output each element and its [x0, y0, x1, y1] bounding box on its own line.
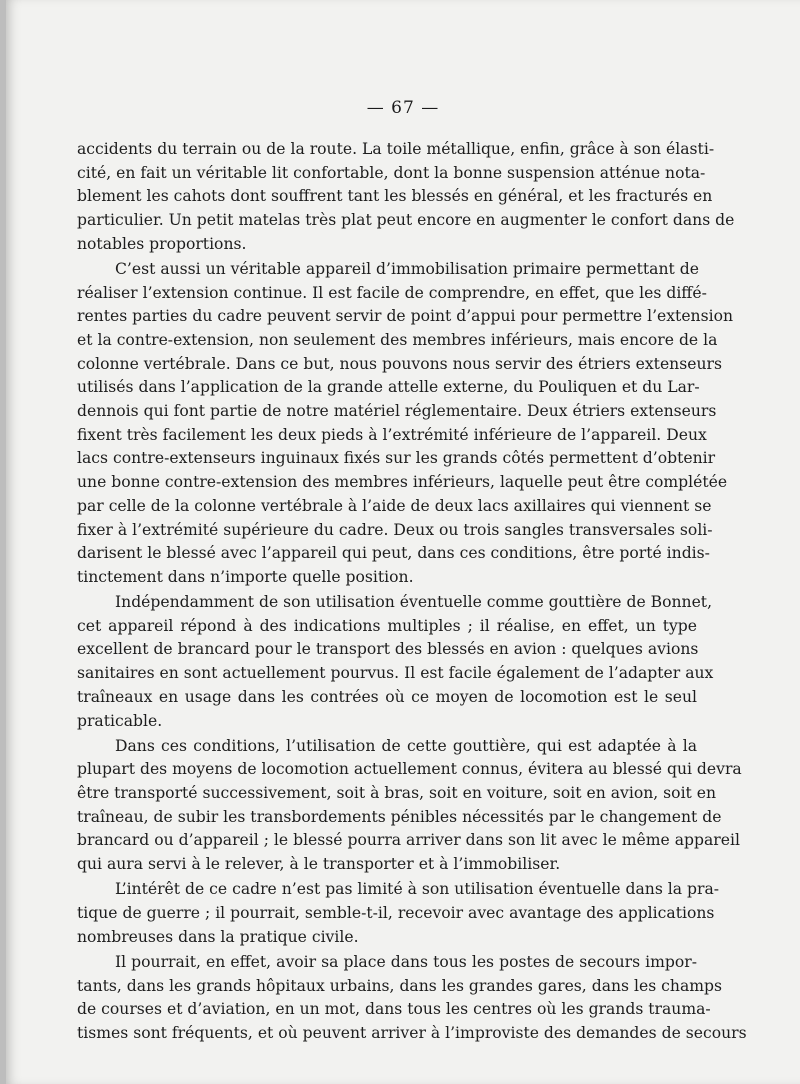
paragraph — [77, 735, 742, 877]
text-line: dennois qui font partie de notre matériel réglementaire. Deux étriers extenseurs — [77, 402, 717, 421]
paragraph — [77, 138, 735, 256]
text-line: Dans ces conditions, l’utilisation de cette gouttière, qui est adaptée à la — [115, 736, 697, 755]
text-line: cité, en fait un véritable lit confortable, dont la bonne suspension atténue nota- — [77, 163, 706, 182]
page-body-text — [77, 138, 747, 1047]
text-line: blement les cahots dont souffrent tant les blessés en général, et les fracturés en — [77, 187, 713, 206]
text-line: excellent de brancard pour le transport des blessés en avion : quelques avions — [77, 640, 699, 659]
text-line: cet appareil répond à des indications multiples ; il réalise, en effet, un type — [77, 616, 697, 635]
text-line: fixent très facilement les deux pieds à l’extrémité inférieure de l’appareil. Deux — [77, 425, 707, 444]
text-line: Indépendamment de son utilisation éventuelle comme gouttière de Bonnet, — [115, 593, 713, 612]
text-line: particulier. Un petit matelas très plat peut encore en augmenter le confort dans de — [77, 211, 735, 230]
paragraph — [77, 951, 747, 1046]
paragraph — [77, 591, 714, 733]
text-line: fixer à l’extrémité supérieure du cadre. Deux ou trois sangles transversales soli- — [77, 520, 713, 539]
text-line: colonne vertébrale. Dans ce but, nous pouvons nous servir des étriers extenseurs — [77, 354, 722, 373]
text-line: de courses et d’aviation, en un mot, dans tous les centres où les grands trauma- — [77, 1000, 711, 1019]
text-line: et la contre-extension, non seulement des membres inférieurs, mais encore de la — [77, 331, 718, 349]
text-line: C’est aussi un véritable appareil d’immobilisation primaire permettant de — [115, 259, 699, 278]
text-line: L’intérêt de ce cadre n’est pas limité à son utilisation éventuelle dans la pra- — [115, 880, 720, 899]
paragraph — [77, 258, 734, 590]
text-line: tismes sont fréquents, et où peuvent arriver à l’improviste des demandes de secours — [77, 1023, 747, 1042]
text-line: plupart des moyens de locomotion actuellement connus, évitera au blessé qui devra — [77, 760, 742, 779]
text-line: brancard ou d’appareil ; le blessé pourra arriver dans son lit avec le même appareil — [77, 831, 740, 850]
text-line: tique de guerre ; il pourrait, semble-t-il, recevoir avec avantage des applications — [77, 904, 715, 922]
text-line: réaliser l’extension continue. Il est facile de comprendre, en effet, que les diffé- — [77, 283, 707, 302]
text-line: accidents du terrain ou de la route. La toile métallique, enfin, grâce à son élasti- — [77, 140, 715, 158]
text-line: praticable. — [77, 711, 163, 730]
text-line: tinctement dans n’importe quelle position. — [77, 567, 414, 586]
page-number: — 67 — — [366, 98, 440, 118]
text-line: sanitaires en sont actuellement pourvus. Il est facile également de l’adapter aux — [77, 664, 714, 683]
paragraph — [77, 878, 720, 949]
text-line: une bonne contre-extension des membres inférieurs, laquelle peut être complétée — [77, 473, 728, 492]
text-line: être transporté successivement, soit à bras, soit en voiture, soit en avion, soit en — [77, 784, 717, 803]
text-line: rentes parties du cadre peuvent servir de point d’appui pour permettre l’extension — [77, 307, 734, 326]
text-line: traîneaux en usage dans les contrées où ce moyen de locomotion est le seul — [77, 687, 697, 706]
text-line: traîneau, de subir les transbordements pénibles nécessités par le changement de — [77, 807, 722, 826]
text-line: lacs contre-extenseurs inguinaux fixés sur les grands côtés permettent d’obtenir — [77, 449, 716, 468]
book-page — [6, 0, 800, 1084]
text-line: notables proportions. — [77, 234, 247, 253]
text-line: qui aura servi à le relever, à le transporter et à l’immobiliser. — [77, 855, 561, 874]
text-line: Il pourrait, en effet, avoir sa place dans tous les postes de secours impor- — [115, 952, 697, 971]
text-line: tants, dans les grands hôpitaux urbains, dans les grandes gares, dans les champs — [77, 976, 723, 995]
text-line: utilisés dans l’application de la grande attelle externe, du Pouliquen et du Lar- — [77, 378, 700, 397]
text-line: darisent le blessé avec l’appareil qui peut, dans ces conditions, être porté indis- — [77, 544, 710, 563]
text-line: par celle de la colonne vertébrale à l’aide de deux lacs axillaires qui viennent se — [77, 496, 712, 515]
text-line: nombreuses dans la pratique civile. — [77, 927, 359, 946]
